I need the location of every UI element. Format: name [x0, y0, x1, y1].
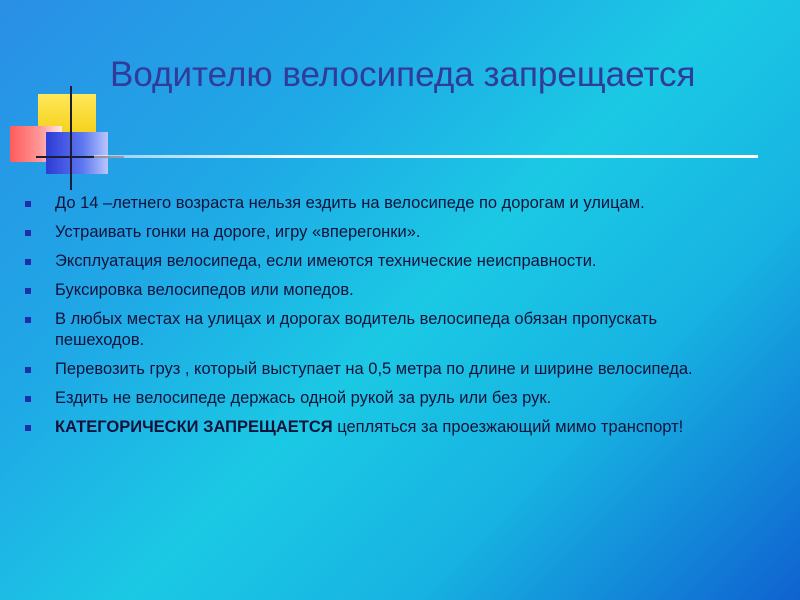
- list-item-emphasis: КАТЕГОРИЧЕСКИ ЗАПРЕЩАЕТСЯ: [55, 418, 333, 436]
- blue-square-shape: [46, 132, 108, 174]
- list-item-text: цепляться за проезжающий мимо транспорт!: [332, 418, 684, 436]
- list-item: [22, 417, 742, 438]
- list-item: [22, 193, 742, 214]
- square-bullet-icon: [25, 288, 31, 294]
- list-item: [22, 280, 742, 301]
- list-item: [22, 359, 742, 380]
- list-item-text: Эксплуатация велосипеда, если имеются технические неисправности.: [55, 252, 597, 270]
- square-bullet-icon: [25, 230, 31, 236]
- square-bullet-icon: [25, 259, 31, 265]
- list-item-text: Ездить не велосипеде держась одной рукой за руль или без рук.: [55, 389, 552, 407]
- list-item: [22, 388, 742, 409]
- title-divider: [94, 155, 758, 158]
- bullet-list: [22, 193, 742, 446]
- square-bullet-icon: [25, 396, 31, 402]
- list-item-text: Буксировка велосипедов или мопедов.: [55, 281, 354, 299]
- list-item: [22, 251, 742, 272]
- list-item: [22, 222, 742, 243]
- square-bullet-icon: [25, 367, 31, 373]
- list-item-text: Перевозить груз , который выступает на 0,5 метра по длине и ширине велосипеда.: [55, 360, 693, 378]
- square-bullet-icon: [25, 201, 31, 207]
- list-item-text: В любых местах на улицах и дорогах водитель велосипеда обязан пропускать пешеходов.: [55, 310, 658, 349]
- vertical-line-shape: [70, 86, 72, 190]
- square-bullet-icon: [25, 425, 31, 431]
- list-item: [22, 309, 742, 351]
- list-item-text: Устраивать гонки на дороге, игру «вперегонки».: [55, 223, 421, 241]
- list-item-text: До 14 –летнего возраста нельзя ездить на велосипеде по дорогам и улицам.: [55, 194, 645, 212]
- slide-title: Водителю велосипеда запрещается: [110, 55, 696, 94]
- square-bullet-icon: [25, 317, 31, 323]
